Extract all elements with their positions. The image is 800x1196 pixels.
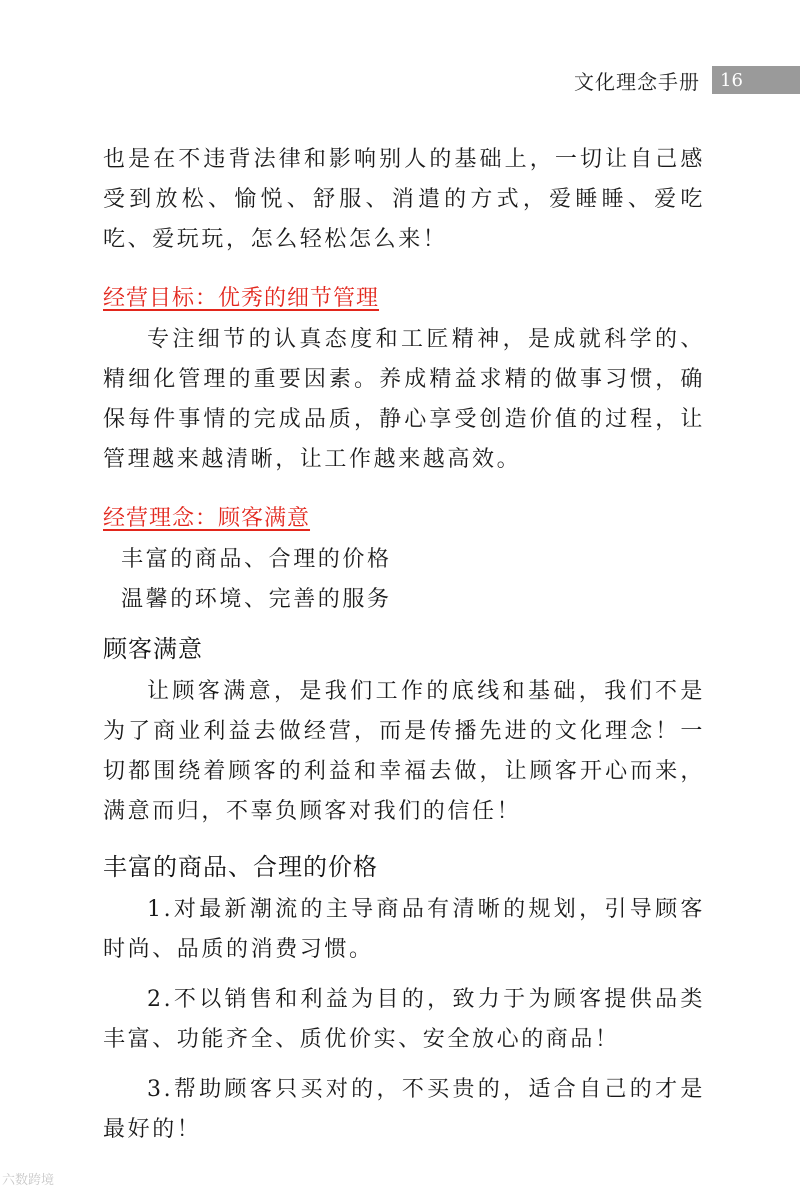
- goal-heading: 经营目标：优秀的细节管理: [103, 286, 380, 311]
- philosophy-lines: [103, 540, 705, 620]
- page-content: [103, 140, 705, 1150]
- header-title: 文化理念手册: [574, 69, 700, 94]
- running-header: [574, 66, 800, 94]
- intro-paragraph: 也是在不违背法律和影响别人的基础上，一切让自己感受到放松、愉悦、舒服、消遣的方式，爱睡睡、爱吃吃、爱玩玩，怎么轻松怎么来！: [103, 147, 705, 252]
- page-number: 16: [712, 66, 800, 94]
- satisfaction-heading: 顾客满意: [103, 635, 203, 663]
- products-item-3: 3.帮助顾客只买对的，不买贵的，适合自己的才是最好的！: [103, 1077, 705, 1142]
- products-item-2: 2.不以销售和利益为目的，致力于为顾客提供品类丰富、功能齐全、质优价实、安全放心的商品！: [103, 987, 705, 1052]
- products-heading: 丰富的商品、合理的价格: [103, 853, 378, 881]
- philosophy-line: 丰富的商品、合理的价格: [121, 547, 392, 572]
- watermark: 六数跨境: [2, 1173, 55, 1188]
- goal-paragraph: 专注细节的认真态度和工匠精神，是成就科学的、精细化管理的重要因素。养成精益求精的做事习惯，确保每件事情的完成品质，静心享受创造价值的过程，让管理越来越清晰，让工作越来越高效。: [103, 327, 705, 472]
- satisfaction-paragraph: 让顾客满意，是我们工作的底线和基础，我们不是为了商业利益去做经营，而是传播先进的文化理念！一切都围绕着顾客的利益和幸福去做，让顾客开心而来，满意而归，不辜负顾客对我们的信任！: [103, 679, 705, 824]
- philosophy-heading: 经营理念：顾客满意: [103, 506, 311, 531]
- products-item-1: 1.对最新潮流的主导商品有清晰的规划，引导顾客时尚、品质的消费习惯。: [103, 897, 705, 962]
- philosophy-line: 温馨的环境、完善的服务: [121, 587, 392, 612]
